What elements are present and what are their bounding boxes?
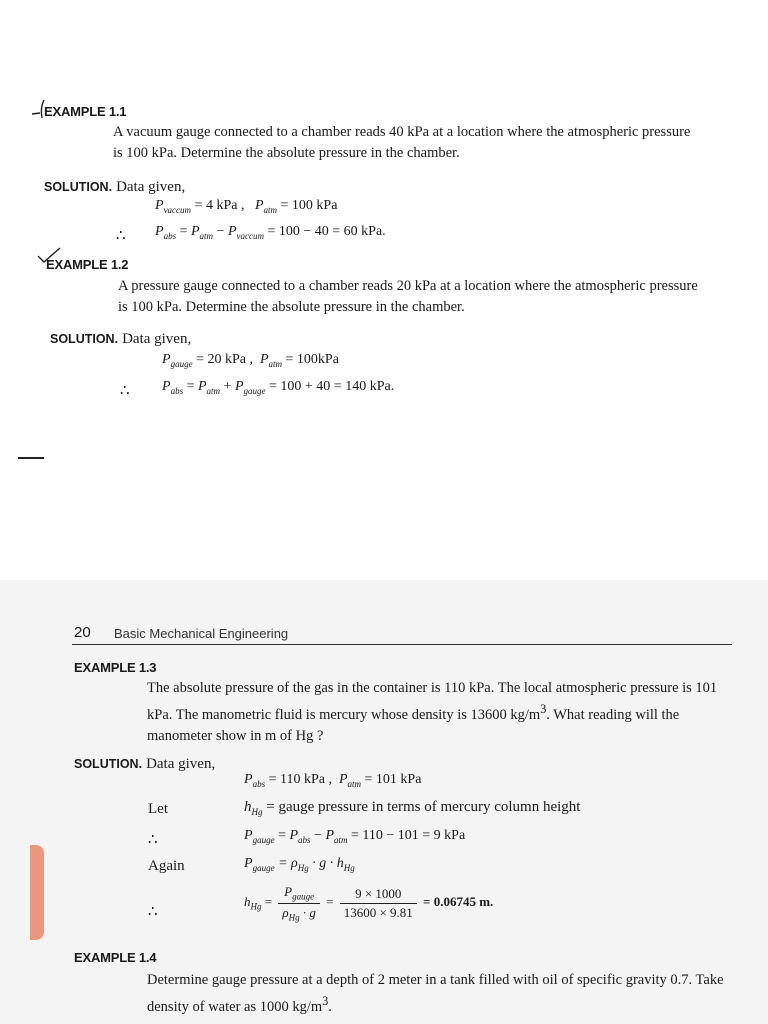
example-1-2-solution	[50, 330, 191, 348]
example-1-4-problem: Determine gauge pressure at a depth of 2 meter in a tank filled with oil of specific gravity 0.7. Take density of water as 1000 $kg/m^3$.	[147, 972, 724, 1015]
example-1-1-equation-1: $P_{vaccum} = 4$ kPa , $P_{atm} = 100$ kPa	[155, 198, 338, 215]
example-1-1-problem: A vacuum gauge connected to a chamber reads 40 kPa at a location where the atmospheric pressure is 100 kPa. Determine the absolute pressure in the chamber.	[113, 124, 691, 161]
example-1-1-solution	[44, 178, 185, 196]
bottom-page	[0, 580, 768, 1024]
therefore-symbol: ∴	[148, 832, 158, 848]
example-1-2-heading: EXAMPLE 1.2	[46, 257, 129, 272]
example-1-3-result: = 0.06745 m.	[423, 894, 494, 910]
solution-label: SOLUTION.	[50, 332, 119, 346]
therefore-symbol: ∴	[120, 383, 130, 399]
solution-text: Data given,	[116, 179, 186, 195]
again-label: Again	[148, 858, 185, 874]
therefore-symbol: ∴	[116, 228, 126, 244]
example-1-3-problem: The absolute pressure of the gas in the container is 110 kPa. The local atmospheric pressure is 101 kPa. The manometric fluid is mercury whose density is 13600 $kg/m^3$. What reading will the manometer show in m of Hg ?	[147, 680, 718, 744]
example-1-1-equation-2: $P_{abs} = P_{atm} - P_{vaccum} = 100 - 40 = 60$ kPa.	[155, 224, 386, 241]
example-1-3-heading: EXAMPLE 1.3	[74, 660, 157, 675]
top-page	[0, 0, 768, 470]
example-1-3-equation-1: $P_{abs} = 110$ kPa , $P_{atm} = 101$ kPa	[244, 772, 422, 789]
running-head: Basic Mechanical Engineering	[114, 626, 289, 641]
page-edge-marker	[30, 845, 44, 940]
example-1-4-heading: EXAMPLE 1.4	[74, 950, 157, 965]
solution-label: SOLUTION.	[44, 180, 113, 194]
example-1-3-equation-2: $h_{Hg}$ = gauge pressure in terms of mercury column height	[244, 799, 581, 817]
example-1-3-solution	[74, 755, 215, 773]
example-1-2-equation-1: $P_{gauge} = 20$ kPa , $P_{atm} = 100kPa$	[162, 352, 339, 369]
solution-label: SOLUTION.	[74, 757, 143, 771]
fraction-pgauge-over-rho-g: $\frac{P_{gauge}}{\rho_{Hg} \cdot g}$	[278, 884, 320, 922]
example-1-3-equation-5: $h_{Hg}$ = $\frac{P_{gauge}}{\rho_{Hg} \cdot g}$ = $\frac{9 \times 1000}{13600 \times 9.81}$ = 0.06745 m.	[244, 884, 494, 923]
header-rule	[72, 644, 732, 645]
example-1-3-equation-3: $P_{gauge} = P_{abs} - P_{atm} = 110 - 101 = 9$ kPa	[244, 828, 466, 845]
let-label: Let	[148, 801, 168, 817]
example-1-2-equation-2: $P_{abs} = P_{atm} + P_{gauge} = 100 + 40 = 140$ kPa.	[162, 379, 395, 396]
fraction-numeric: $\frac{9 \times 1000}{13600 \times 9.81}$	[340, 886, 417, 921]
example-1-1-heading: EXAMPLE 1.1	[44, 104, 127, 119]
solution-text: Data given,	[146, 756, 216, 772]
therefore-symbol: ∴	[148, 904, 158, 920]
solution-text: Data given,	[122, 331, 192, 347]
example-1-2-problem: A pressure gauge connected to a chamber reads 20 kPa at a location where the atmospheric pressure is 100 kPa. Determine the absolute pressure in the chamber.	[118, 278, 698, 315]
example-1-3-equation-4: $P_{gauge} = \rho_{Hg} \cdot g \cdot h_{Hg}$	[244, 856, 355, 873]
page-number: 20	[74, 624, 91, 641]
margin-dash	[18, 457, 44, 459]
